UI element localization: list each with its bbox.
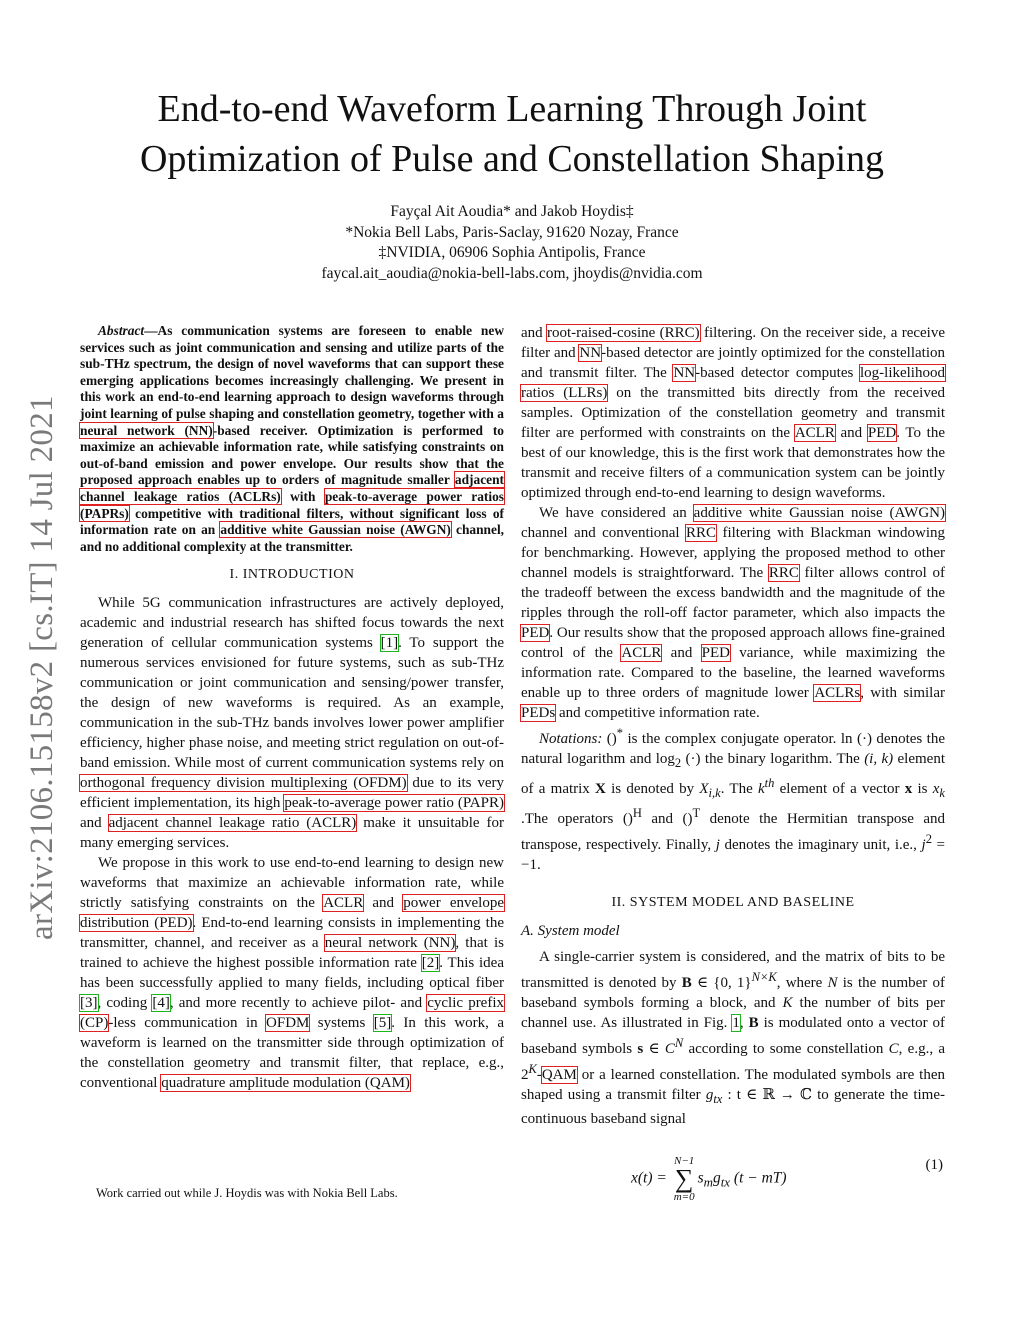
title-line-1: End-to-end Waveform Learning Through Joint	[157, 88, 867, 130]
sum-lower-limit: m=0	[673, 1191, 695, 1203]
acronym-link-rrc[interactable]: RRC	[768, 565, 799, 581]
citation-link-3[interactable]: [3]	[80, 995, 98, 1012]
left-column	[80, 323, 504, 1093]
acronym-link-ofdm[interactable]: OFDM	[266, 1015, 310, 1032]
system-model-paragraph: A single-carrier system is considered, and the matrix of bits to be transmitted is denoted by B ∈ {0, 1}$^{N\times K}$, where N is the number of baseband symbols forming a block, and K the number of bits per channel use. As illustrated in Fig. 1, B is modulated onto a vector of baseband symbols s ∈ $C^N$ according to some constellation C, e.g., a $2^K$-QAM or a learned constellation. The modulated symbols are then shaped using a transmit filter $g_{tx}$ : t ∈ ℝ → ℂ to generate the time-continuous baseband signal	[521, 949, 946, 1127]
acronym-link-awgn[interactable]: additive white Gaussian noise (AWGN)	[693, 505, 945, 521]
sigma-glyph: ∑	[674, 1164, 694, 1193]
acronym-link-rrc[interactable]: RRC	[686, 525, 717, 541]
paper-title	[60, 84, 964, 184]
section-heading-system-model: II. SYSTEM MODEL AND BASELINE	[611, 895, 855, 910]
equation-1-body: x(t) = N−1 ∑ m=0 $s_mg_{tx}$ (t − mT)	[631, 1155, 787, 1203]
acronym-link-nn[interactable]: NN	[673, 365, 696, 381]
title-line-2: Optimization of Pulse and Constellation Shaping	[139, 138, 885, 180]
sum-upper-limit: N−1	[674, 1155, 695, 1167]
acronym-link-aclr[interactable]: ACLR	[794, 425, 835, 441]
acronym-link-llr[interactable]: log-likelihood ratios (LLRs)	[521, 365, 945, 401]
equation-1	[521, 1137, 945, 1203]
acronym-link-aclr[interactable]: ACLR	[621, 645, 662, 661]
notations-label: Notations:	[539, 731, 603, 747]
figure-link-1[interactable]: 1	[732, 1015, 740, 1031]
acronym-link-cp[interactable]: cyclic prefix (CP)	[80, 995, 505, 1032]
acronym-link-papr[interactable]: peak-to-average power ratio (PAPR)	[284, 795, 504, 812]
intro-paragraph-1: While 5G communication infrastructures are actively deployed, academic and industrial research has shifted focus towards the next generation of cellular communication systems [1]. To support the numerous services envisioned for future systems, such as sub-THz communication or joint communication and sensing/power transfer, the design of new waveforms is required. As an example, communication in the sub-THz bands involves lower power amplifier efficiency, higher phase noise, and meeting strict regulation on out-of-band emission. While most of current communication systems rely on orthogonal frequency division multiplexing (OFDM) due to its very efficient implementation, its high peak-to-average power ratio (PAPR) and adjacent channel leakage ratio (ACLR) make it unsuitable for many emerging services.	[80, 595, 504, 852]
acronym-link-aclr[interactable]: adjacent channel leakage ratio (ACLR)	[108, 815, 357, 832]
intro-paragraph-2: We propose in this work to use end-to-end learning to design new waveforms that maximize an achievable information rate, while strictly satisfying constraints on the ACLR and power envelope distribution (PED). End-to-end learning consists in implementing the transmitter, channel, and receiver as a neural network (NN), that is trained to achieve the highest possible information rate [2]. This idea has been successfully applied to many fields, including optical fiber [3], coding [4], and more recently to achieve pilot- and cyclic prefix (CP)-less communication in OFDM systems [5]. In this work, a waveform is learned on the transmitter side through optimization of the constellation geometry and transmit filter, that replace, e.g., conventional quadrature amplitude modulation (QAM)	[80, 855, 505, 1092]
affiliation-nvidia: ‡NVIDIA, 06906 Sophia Antipolis, France	[378, 244, 646, 261]
equation-number: (1)	[925, 1157, 943, 1173]
intro-paragraph-2-continued: and root-raised-cosine (RRC) filtering. On the receiver side, a receive filter and NN-based detector are jointly optimized for the constellation and transmit filter. The NN-based detector computes log-likelihood ratios (LLRs) on the transmitted bits directly from the received samples. Optimization of the constellation geometry and transmit filter are performed with constraints on the ACLR and PED. To the best of our knowledge, this is the first work that demonstrates how the transmit and receive filters of a communication system can be jointly optimized through end-to-end learning to design waveforms.	[521, 325, 946, 501]
acronym-link-awgn[interactable]: additive white Gaussian noise (AWGN)	[220, 522, 451, 538]
acronym-link-aclrs[interactable]: adjacent channel leakage ratios (ACLRs)	[80, 472, 504, 504]
arxiv-identifier: arXiv:2106.15158v2 [cs.IT] 14 Jul 2021	[24, 395, 60, 940]
acronym-link-ofdm[interactable]: orthogonal frequency division multiplexing (OFDM)	[80, 775, 407, 792]
citation-link-4[interactable]: [4]	[152, 995, 170, 1012]
acronym-link-rrc[interactable]: root-raised-cosine (RRC)	[547, 325, 700, 341]
author-emails: faycal.ait_aoudia@nokia-bell-labs.com, jhoydis@nvidia.com	[321, 264, 703, 282]
acronym-link-aclr[interactable]: ACLR	[323, 895, 364, 912]
summation-symbol	[674, 1155, 695, 1203]
acronym-link-nn[interactable]: NN	[579, 345, 602, 361]
acronym-link-nn[interactable]: neural network (NN)	[324, 935, 456, 952]
abstract: Abstract—As communication systems are foreseen to enable new services such as joint communication and sensing and utilize parts of the sub-THz spectrum, the design of novel waveforms that can support these emerging applications becomes increasingly challenging. We present in this work an end-to-end learning approach to design waveforms through joint learning of pulse shaping and constellation geometry, together with a neural network (NN)-based receiver. Optimization is performed to maximize an achievable information rate, while satisfying constraints on out-of-band emission and power envelope. Our results show that the proposed approach enables up to orders of magnitude smaller adjacent channel leakage ratios (ACLRs) with peak-to-average power ratios (PAPRs) competitive with traditional filters, without significant loss of information rate on an additive white Gaussian noise (AWGN) channel, and no additional complexity at the transmitter.	[80, 323, 505, 554]
intro-paragraph-3: We have considered an additive white Gaussian noise (AWGN) channel and conventional RRC filtering with Blackman windowing for benchmarking. However, applying the proposed method to other channel models is straightforward. The RRC filter allows control of the tradeoff between the excess bandwidth and the magnitude of the ripples through the roll-off factor parameter, which also impacts the PED. Our results show that the proposed approach allows fine-grained control of the ACLR and PED variance, while maximizing the information rate. Compared to the baseline, the learned waveforms enable up to three orders of magnitude lower ACLRs, with similar PEDs and competitive information rate.	[521, 505, 946, 721]
acronym-link-qam[interactable]: QAM	[541, 1067, 577, 1083]
acronym-link-ped[interactable]: PED	[867, 425, 897, 441]
acronym-link-paprs[interactable]: peak-to-average power ratios (PAPRs)	[80, 488, 504, 521]
acronym-link-ped[interactable]: PED	[521, 625, 550, 641]
right-column	[521, 323, 946, 1203]
subsection-heading-system-model: A. System model	[521, 923, 620, 939]
acronym-link-aclrs[interactable]: ACLRs	[814, 685, 861, 701]
section-heading-introduction: I. INTRODUCTION	[229, 567, 355, 583]
footnote: Work carried out while J. Hoydis was with Nokia Bell Labs.	[96, 1186, 398, 1200]
acronym-link-qam[interactable]: quadrature amplitude modulation (QAM)	[161, 1075, 410, 1092]
acronym-link-ped[interactable]: PED	[701, 645, 730, 661]
affiliation-nokia: *Nokia Bell Labs, Paris-Saclay, 91620 Nozay, France	[345, 223, 679, 241]
notations-paragraph: Notations: ()* is the complex conjugate operator. ln (·) denotes the natural logarithm and $\log_2$ (·) the binary logarithm. The (i, k) element of a matrix X is denoted by $X_{i,k}$. The $k^{th}$ element of a vector x is $x_k$ .The operators ()$^H$ and ()$^T$ denote the Hermitian transpose and transpose, respectively. Finally, j denotes the imaginary unit, i.e., $j^2 = -1$.	[521, 726, 945, 873]
abstract-heading: Abstract	[98, 323, 145, 338]
citation-link-5[interactable]: [5]	[373, 1015, 392, 1032]
author-block	[160, 202, 864, 284]
citation-link-1[interactable]: [1]	[380, 635, 399, 652]
citation-link-2[interactable]: [2]	[421, 955, 440, 972]
acronym-link-ped[interactable]: power envelope distribution (PED)	[80, 895, 504, 932]
acronym-link-peds[interactable]: PEDs	[521, 705, 556, 721]
author-names: Fayçal Ait Aoudia* and Jakob Hoydis‡	[390, 203, 634, 220]
acronym-link-nn[interactable]: neural network (NN)	[80, 422, 213, 438]
equation-lhs: x(t) =	[631, 1169, 671, 1187]
